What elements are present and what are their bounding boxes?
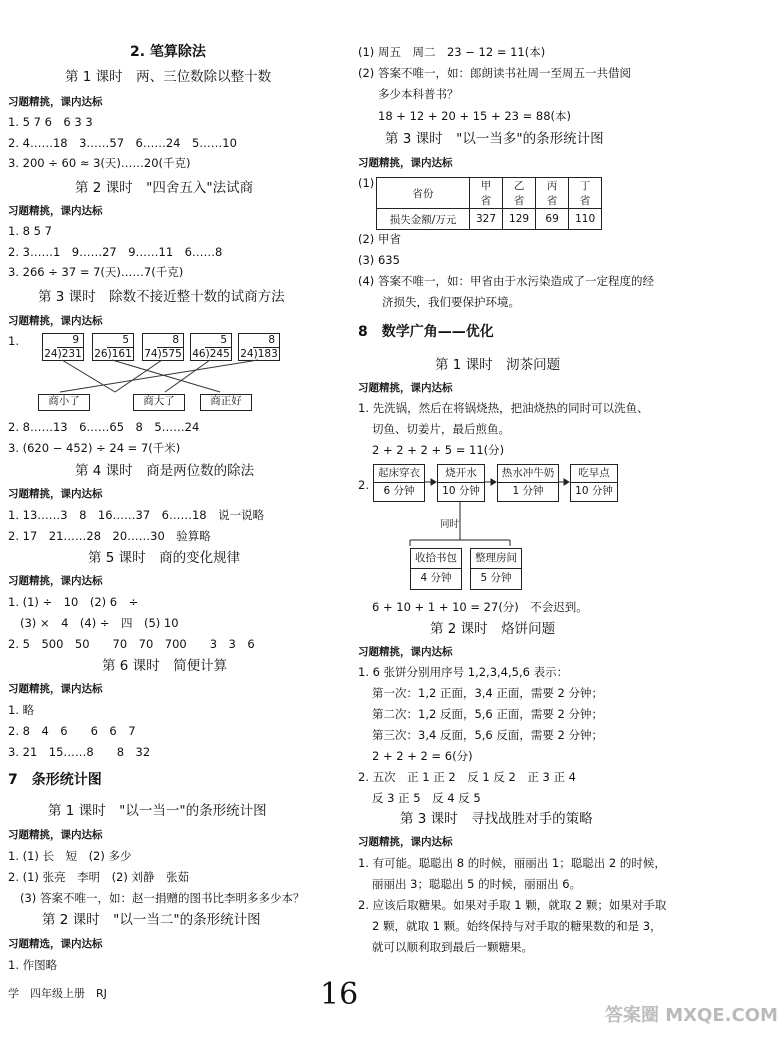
table-cell: 丁省 [569,178,602,209]
exercise-subtitle: 习题精挑，课内达标 [8,683,103,695]
label-box: 商小了 [38,394,90,411]
answer-line: 2 + 2 + 2 = 6(分) [372,749,473,763]
lesson-title: 第 1 课时 "以一当一"的条形统计图 [48,803,267,819]
flow-step-label: 收拾书包 [415,552,457,564]
exercise-subtitle: 习题精挑，课内达标 [358,382,453,394]
answer-line: 多少本科普书？ [378,87,459,101]
lesson-title: 第 5 课时 商的变化规律 [88,550,241,566]
answer-line: (4) 答案不唯一，如：甲省由于水污染造成了一定程度的经 [358,274,654,288]
lesson-title: 第 3 课时 除数不接近整十数的试商方法 [38,289,285,305]
answer-line: (2) 甲省 [358,232,401,246]
division-box: 5 26)161 [92,333,134,361]
answer-line: 6 + 10 + 1 + 10 = 27(分) 不会迟到。 [372,600,588,614]
division-box: 8 24)183 [238,333,280,361]
answer-line: 丽丽出 3；聪聪出 5 的时候，丽丽出 6。 [372,877,582,891]
divisor: 24 [240,348,254,360]
flow-step-time: 6 分钟 [374,482,424,500]
table-cell: 110 [569,209,602,230]
lesson-title: 第 3 课时 寻找战胜对手的策略 [400,811,593,827]
answer-line: 1. 8 5 7 [8,224,52,238]
label-box: 商正好 [200,394,252,411]
exercise-subtitle: 习题精挑，课内达标 [358,646,453,658]
flow-step-time: 10 分钟 [571,482,617,500]
answer-line: 反 3 正 5 反 4 反 5 [372,791,481,805]
flow-step [410,548,462,590]
answer-line: 切鱼、切姜片，最后煎鱼。 [372,422,510,436]
dividend: 231 [61,348,82,360]
answer-line: 2. 4……18 3……57 6……24 5……10 [8,136,237,150]
flow-note: 同时 [440,519,460,530]
division-box: 9 24)231 [42,333,84,361]
answer-line: 济损失，我们要保护环境。 [382,295,520,309]
exercise-subtitle: 习题精挑，课内达标 [8,96,103,108]
table-cell: 69 [536,209,569,230]
lesson-title: 第 4 课时 商是两位数的除法 [75,463,255,479]
answer-line: 2. (1) 张亮 李明 (2) 刘静 张茹 [8,870,190,884]
answer-line: 1. (1) ÷ 10 (2) 6 ÷ [8,595,139,609]
exercise-subtitle: 习题精挑，课内达标 [8,829,103,841]
answer-line: 2. 应该后取糖果。如果对手取 1 颗，就取 2 颗；如果对手取 [358,898,667,912]
lesson-title: 第 2 课时 "以一当二"的条形统计图 [42,912,261,928]
answer-line: 1. 6 张饼分别用序号 1,2,3,4,5,6 表示： [358,665,569,679]
lesson-title: 第 1 课时 两、三位数除以整十数 [65,69,272,85]
table-cell: 129 [503,209,536,230]
answer-line: 1. (1) 长 短 (2) 多少 [8,849,132,863]
flow-step-label: 烧开水 [445,467,477,479]
table-cell: 甲省 [470,178,503,209]
answer-line: (1) 周五 周二 23 − 12 = 11(本) [358,45,546,59]
answer-line: 2 + 2 + 2 + 5 = 11(分) [372,443,505,457]
exercise-subtitle: 习题精挑，课内达标 [8,205,103,217]
answer-line: (3) × 4 (4) ÷ 四 (5) 10 [20,616,179,630]
flow-step-time: 4 分钟 [411,568,461,588]
section-title: 2. 笔算除法 [130,44,206,60]
answer-line: 2. 8 4 6 6 6 7 [8,724,136,738]
division-box: 5 46)245 [190,333,232,361]
answer-line: 2. 3……1 9……27 9……11 6……8 [8,245,223,259]
answer-line: 2 颗，就取 1 颗。始终保持与对手取的糖果数的和是 3， [372,919,662,933]
label-box: 商大了 [133,394,185,411]
table-cell: 省份 [377,178,470,209]
answer-line: 2. 五次 正 1 正 2 反 1 反 2 正 3 正 4 [358,770,576,784]
answer-line: 3. (620 − 452) ÷ 24 = 7(千米) [8,441,181,455]
dividend: 245 [209,348,230,360]
exercise-subtitle: 习题精挑，课内达标 [8,488,103,500]
answer-line: 3. 21 15……8 8 32 [8,745,151,759]
table-cell: 丙省 [536,178,569,209]
flow-step [470,548,522,590]
section-title: 7 条形统计图 [8,772,102,788]
dividend: 183 [257,348,278,360]
answer-line: 就可以顺利取到最后一颗糖果。 [372,940,533,954]
divisor: 24 [44,348,58,360]
table-cell: 乙省 [503,178,536,209]
quotient: 5 [107,334,133,348]
flow-step-label: 起床穿衣 [378,467,420,479]
dividend: 575 [161,348,182,360]
quotient: 8 [253,334,279,348]
lesson-title: 第 2 课时 "四舍五入"法试商 [75,180,254,196]
quotient: 9 [57,334,83,348]
answer-line: 第一次：1,2 正面，3,4 正面，需要 2 分钟； [372,686,604,700]
dividend: 161 [111,348,132,360]
answer-line: 第三次：3,4 反面，5,6 反面，需要 2 分钟； [372,728,604,742]
flow-step-label: 热水冲牛奶 [501,467,555,479]
question-number: (1) [358,176,375,190]
divisor: 26 [94,348,108,360]
answer-line: 2. 8……13 6……65 8 5……24 [8,420,200,434]
answer-line: 1. 有可能。聪聪出 8 的时候，丽丽出 1；聪聪出 2 的时候， [358,856,666,870]
question-number: 2. [358,478,369,492]
answer-line: 1. 作图略 [8,958,58,972]
lesson-title: 第 6 课时 简便计算 [102,658,228,674]
section-title: 8 数学广角——优化 [358,324,494,340]
handwritten-page-number: 16 [320,977,359,1012]
flow-step-label: 整理房间 [475,552,517,564]
answer-line: (3) 635 [358,253,400,267]
quotient: 5 [205,334,231,348]
answer-line: (2) 答案不唯一，如：郎朗读书社周一至周五一共借阅 [358,66,631,80]
exercise-subtitle: 习题精挑，课内达标 [8,315,103,327]
watermark: 答案圈 MXQE.COM [605,1005,778,1026]
flow-step-time: 10 分钟 [438,482,484,500]
flow-step-time: 5 分钟 [471,568,521,588]
answer-line: 2. 17 21……28 20……30 验算略 [8,529,211,543]
flow-step-label: 吃早点 [578,467,610,479]
answer-line: 3. 200 ÷ 60 ≈ 3(天)……20(千克) [8,156,191,170]
divisor: 74 [144,348,158,360]
answer-line: 1. 13……3 8 16……37 6……18 说一说略 [8,508,265,522]
answer-line: (3) 答案不唯一，如：赵一捐赠的图书比李明多多少本？ [20,891,305,905]
question-number: 1. [8,334,19,348]
table-cell: 损失金额/万元 [377,209,470,230]
exercise-subtitle: 习题精挑，课内达标 [358,157,453,169]
lesson-title: 第 1 课时 沏茶问题 [435,357,561,373]
answer-line: 3. 266 ÷ 37 = 7(天)……7(千克) [8,265,184,279]
quotient: 8 [157,334,183,348]
lesson-title: 第 2 课时 烙饼问题 [430,621,556,637]
answer-line: 2. 5 500 50 70 70 700 3 3 6 [8,637,255,651]
divisor: 46 [192,348,206,360]
answer-line: 1. 略 [8,703,35,717]
flow-step-time: 1 分钟 [498,482,558,500]
answer-line: 第二次：1,2 反面，5,6 正面，需要 2 分钟； [372,707,604,721]
lesson-title: 第 3 课时 "以一当多"的条形统计图 [385,131,604,147]
division-box: 8 74)575 [142,333,184,361]
table-cell: 327 [470,209,503,230]
exercise-subtitle: 习题精挑，课内达标 [358,836,453,848]
exercise-subtitle: 习题精挑，课内达标 [8,575,103,587]
exercise-subtitle: 习题精选，课内达标 [8,938,103,950]
answer-line: 1. 5 7 6 6 3 3 [8,115,93,129]
answer-line: 1. 先洗锅，然后在将锅烧热，把油烧热的同时可以洗鱼、 [358,401,649,415]
page-footer: 学 四年级上册 RJ [8,987,107,1000]
answer-line: 18 + 12 + 20 + 15 + 23 = 88(本) [378,109,572,123]
